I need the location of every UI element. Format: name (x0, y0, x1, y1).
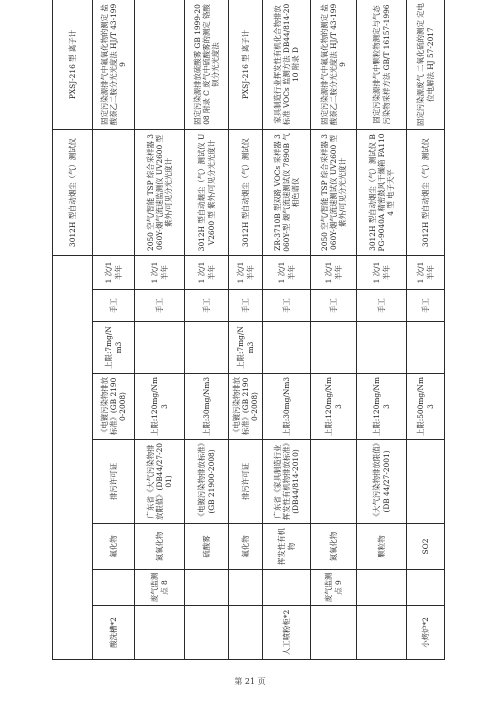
table-cell: 手工 (229, 290, 263, 322)
table-cell: 《电镀污染物排放标准》(GB 21900-2008) (185, 440, 229, 524)
table-cell: 广东省《大气污染物排放限值》(DB44/27-2001) (135, 440, 185, 524)
table-cell (185, 570, 229, 606)
table-cell (407, 440, 445, 524)
table-cell: 氟化物 (93, 524, 135, 570)
table-cell (93, 130, 135, 256)
table-row (263, 0, 311, 660)
table-row (357, 0, 407, 660)
table-cell: 手工 (135, 290, 185, 322)
table-cell (357, 606, 407, 660)
table-cell: PXSJ-216 型 离子计 (53, 0, 93, 130)
table-cell: 固定污染源排气中颗粒物测定与气态污染物采样方法 GB/T 16157-1996 (357, 0, 407, 130)
table-cell: 手工 (185, 290, 229, 322)
table-cell: 3012H 型自动烟尘（气）测试仪 BPG-9040A 精密鼓风干燥箱 FA1104 型 电子天平 (357, 130, 407, 256)
table-cell (229, 570, 263, 606)
table-cell (407, 570, 445, 606)
table-cell: 上限:30mg/Nm3 (185, 374, 229, 440)
table-cell: 颗粒物 (357, 524, 407, 570)
table-cell (263, 322, 311, 374)
table-cell: 3012H 型自动烟尘（气）测试仪 (229, 130, 263, 256)
table-cell (135, 606, 185, 660)
table-cell: ZR-3710B 型双路 VOCs 采样器 3060Y-型 烟气流速测试仪 7890B 气相色谱仪 (263, 130, 311, 256)
table-cell: 1 次/1 半年 (407, 256, 445, 290)
table-cell (311, 440, 357, 524)
table-row (53, 0, 93, 660)
table-cell: 手工 (407, 290, 445, 322)
table-cell: 手工 (311, 290, 357, 322)
page-number: 第 21 页 (234, 677, 266, 686)
table-cell: 1 次/1 半年 (185, 256, 229, 290)
table-cell: 手工 (357, 290, 407, 322)
table-cell: 手工 (263, 290, 311, 322)
table-cell: 广东省《家具制造行业挥发性有机物排放标准》(DB44/814-2010) (263, 440, 311, 524)
table-cell: 固定污染源排气中氟氧化物的测定 盐酸萘乙二胺分光光度法 HJ/T 43-1999 (311, 0, 357, 130)
table-cell: 上限:500mg/Nm3 (407, 374, 445, 440)
table-cell: 2050 空气/智能 TSP 综合采样器 3060Y-烟气流速测试仪 UV2600 型 紫外/可见分光光度计 (311, 130, 357, 256)
table-cell: 1 次/1 半年 (229, 256, 263, 290)
table-cell: 3012H 型自动烟尘（气）测试仪 (53, 130, 93, 256)
table-cell: 排污许可证 (93, 440, 135, 524)
table-cell: 上限:120mg/Nm3 (311, 374, 357, 440)
table-cell: 《大气污染物排放限值》(DB 44/27-2001) (357, 440, 407, 524)
table-cell (185, 322, 229, 374)
table-cell: 上限:120mg/Nm3 (135, 374, 185, 440)
table-cell (357, 322, 407, 374)
table-cell: 酸洗槽*2 (93, 606, 135, 660)
table-cell: 人工喷粉柜*2 (263, 606, 311, 660)
table-cell: 挥发性有机物 (263, 524, 311, 570)
table-cell: 氟化物 (229, 524, 263, 570)
table-cell: 家具制造行业挥发性有机化合物排放标准 VOCs 监测方法 DB44/814-2010 附录 D (263, 0, 311, 130)
table-cell (407, 322, 445, 374)
table-cell (311, 322, 357, 374)
table-cell: 排污许可证 (229, 440, 263, 524)
table-row (135, 0, 185, 660)
table-cell (53, 256, 93, 660)
table-cell: 1 次/1 半年 (357, 256, 407, 290)
table-cell: 废气监测点 9 (311, 570, 357, 606)
rotated-table-wrapper (52, 0, 444, 660)
table-cell: 固定污染源排气中氟氧化物的测定 盐酸萘乙二胺分光光度法 HJ/T 43-1999 (93, 0, 135, 130)
table-cell (135, 0, 185, 130)
table-cell: 固定污染源排放硫酸雾 GB 1999-2008 附录 C 废气中硫酸雾的测定 铬酸钡分光光度法 (185, 0, 229, 130)
table-cell: 废气监测点 8 (135, 570, 185, 606)
table-cell: 硫酸雾 (185, 524, 229, 570)
table-cell (135, 322, 185, 374)
table-cell (185, 606, 229, 660)
table-cell (311, 606, 357, 660)
table-cell: 氮氧化物 (311, 524, 357, 570)
table-cell: 3012H 型自动烟尘（气）测试仪 (407, 130, 445, 256)
table-row (93, 0, 135, 660)
table-cell (229, 606, 263, 660)
table-row (185, 0, 229, 660)
table-cell: 小烤炉*2 (407, 606, 445, 660)
table-cell: 1 次/1 半年 (93, 256, 135, 290)
table-cell: 氮氧化物 (135, 524, 185, 570)
table-cell: PXSJ-216 型 离子计 (229, 0, 263, 130)
table-cell (357, 570, 407, 606)
table-cell (263, 570, 311, 606)
table-cell: 上限:120mg/Nm3 (357, 374, 407, 440)
table-cell: 2050 空气/智能 TSP 综合采样器 3060Y-烟气流速监测仪 UV2600 型 紫外/可见分光光度计 (135, 130, 185, 256)
table-cell (93, 570, 135, 606)
table-row (311, 0, 357, 660)
table-cell: 上限:30mg/Nm3 (263, 374, 311, 440)
table-cell: 《电镀污染物排放标准》(GB 21900-2008) (229, 374, 263, 440)
table-cell: 固定污染源废气 二氧化硫的测定 定电位电解法 HJ 57-2017 (407, 0, 445, 130)
table-cell: 上限:7mg/Nm3 (229, 322, 263, 374)
table-row (407, 0, 445, 660)
table-cell: 1 次/1 半年 (263, 256, 311, 290)
table-cell: 上限:7mg/Nm3 (93, 322, 135, 374)
table-cell: 1 次/1 半年 (311, 256, 357, 290)
table-cell: 手工 (93, 290, 135, 322)
table-cell: 3012H 型自动烟尘（气）测试仪 UV2600 型 紫外/可见分光光度计 (185, 130, 229, 256)
table-cell: 《电镀污染物排放标准》(GB 21900-2008) (93, 374, 135, 440)
monitoring-table (52, 0, 445, 660)
table-cell: SO2 (407, 524, 445, 570)
table-row (229, 0, 263, 660)
table-cell: 1 次/1 半年 (135, 256, 185, 290)
